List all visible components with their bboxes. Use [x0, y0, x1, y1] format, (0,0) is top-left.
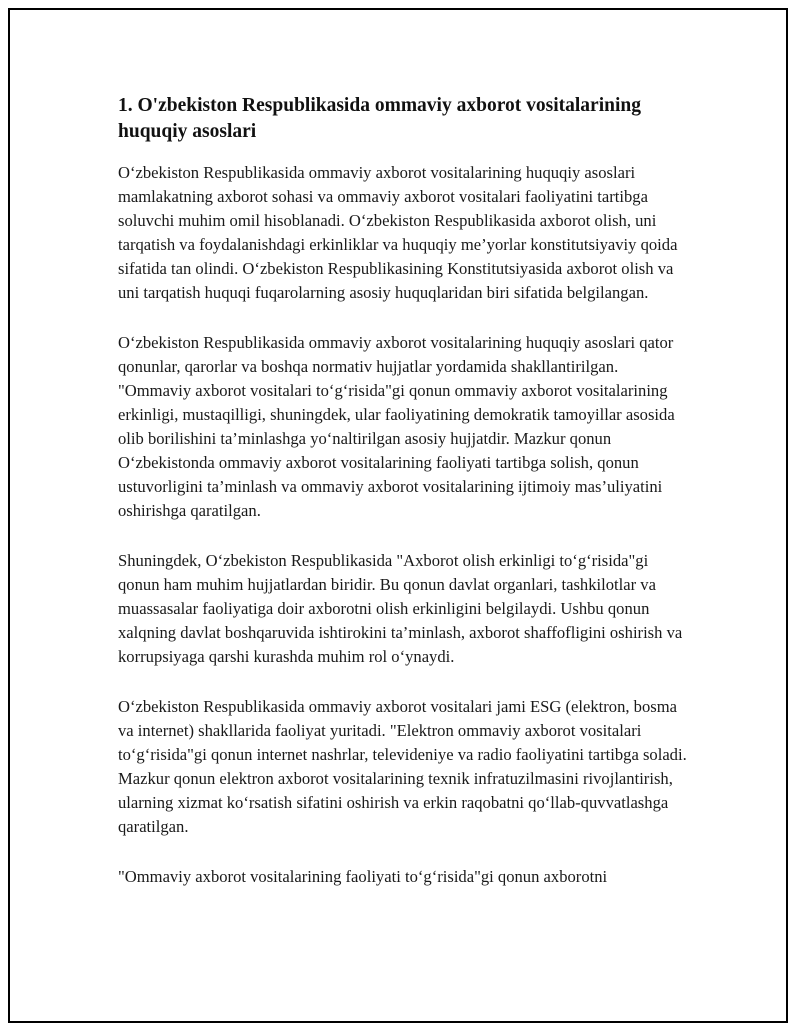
- paragraph-2: O‘zbekiston Respublikasida ommaviy axborot vositalarining huquqiy asoslari qator qonunlar, qarorlar va boshqa normativ hujjatlar yordamida shakllantirilgan. "Ommaviy axborot vositalari to‘g‘risida"gi qonun ommaviy axborot vositalarining erkinligi, mustaqilligi, shuningdek, ular faoliyatining demokratik tamoyillar asosida olib borilishini ta’minlashga yo‘naltirilgan asosiy hujjatdir. Mazkur qonun O‘zbekistonda ommaviy axborot vositalarining faoliyati tartibga solish, qonun ustuvorligini ta’minlash va ommaviy axborot vositalarining ijtimoiy mas’uliyatini oshirishga qaratilgan.: [118, 333, 675, 520]
- paragraph-3: Shuningdek, O‘zbekiston Respublikasida "Axborot olish erkinligi to‘g‘risida"gi qonun ham muhim hujjatlardan biridir. Bu qonun davlat organlari, tashkilotlar va muassasalar faoliyatiga doir axborotni olish erkinligini belgilaydi. Ushbu qonun xalqning davlat boshqaruvida ishtirokini ta’minlash, axborot shaffofligini oshirish va korrupsiyaga qarshi kurashda muhim rol o‘ynaydi.: [118, 551, 683, 666]
- paragraph-1: O‘zbekiston Respublikasida ommaviy axborot vositalarining huquqiy asoslari mamlakatning axborot sohasi va ommaviy axborot vositalari faoliyatini tartibga soluvchi muhim omil hisoblanadi. O‘zbekiston Respublikasida axborot olish, uni tarqatish va foydalanishdagi erkinliklar va huquqiy me’yorlar konstitutsiyaviy qoida sifatida tan olindi. O‘zbekiston Respublikasining Konstitutsiyasida axborot olish va uni tarqatish huquqi fuqarolarning asosiy huquqlaridan biri sifatida belgilangan.: [118, 163, 678, 302]
- paragraph-5: "Ommaviy axborot vositalarining faoliyati to‘g‘risida"gi qonun axborotni: [118, 867, 608, 886]
- paragraph-4: O‘zbekiston Respublikasida ommaviy axborot vositalari jami ESG (elektron, bosma va internet) shakllarida faoliyat yuritadi. "Elektron ommaviy axborot vositalari to‘g‘risida"gi qonun internet nashrlar, televideniye va radio faoliyatini tartibga soladi. Mazkur qonun elektron axborot vositalarining texnik infratuzilmasini rivojlantirish, ularning xizmat ko‘rsatish sifatini oshirish va erkin raqobatni qo‘llab-quvvatlashga qaratilgan.: [118, 697, 687, 836]
- section-heading: 1. O'zbekiston Respublikasida ommaviy axborot vositalarining huquqiy asoslari: [118, 95, 641, 142]
- document-body: [118, 93, 693, 915]
